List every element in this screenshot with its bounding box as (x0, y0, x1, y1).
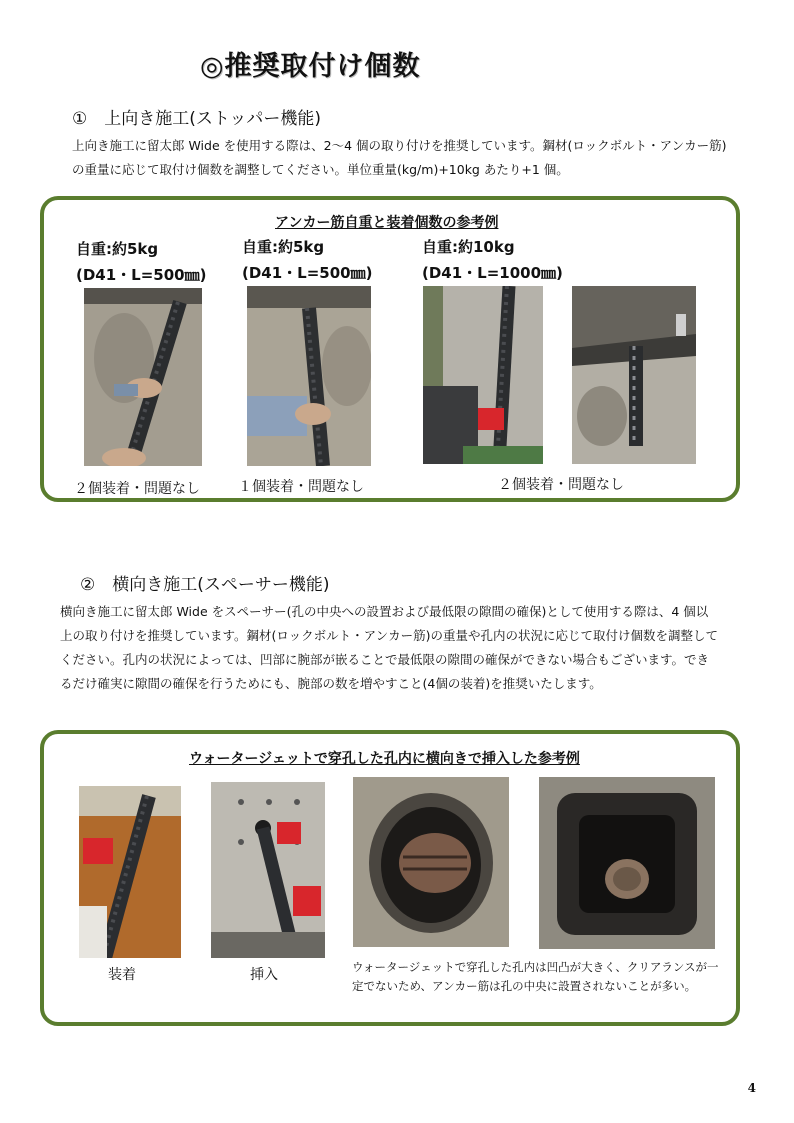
caption-attaching: 装着 (108, 967, 136, 983)
photo-deep-hole (539, 777, 715, 949)
section1-heading: ① 上向き施工(ストッパー機能) (72, 109, 321, 129)
section2-body: 横向き施工に留太郎 Wide をスペーサー(孔の中央への設置および最低限の隙間の確保)として使用する際は、4 個以上の取り付けを推奨しています。鋼材(ロックボルト・アンカー筋)の重量や孔内の状況に応じて取付け個数を調整してください。孔内の状況によっては、凹部に腕部が嵌ることで最低限の隙間の確保ができない場合もございます。できるだけ確実に隙間の確保を行うためにも、腕部の数を増やすこと(4個の装着)を推奨いたします。 (60, 604, 719, 691)
photo-two-installed-long (423, 286, 543, 464)
photo-ceiling-installed (572, 286, 696, 464)
caption-inserting: 挿入 (250, 967, 278, 983)
example2-caption: １個装着・問題なし (238, 479, 364, 495)
example3-spec: (D41・L=1000㎜) (422, 264, 563, 282)
example3-weight: 自重:約10kg (422, 238, 515, 256)
example1-spec: (D41・L=500㎜) (76, 266, 207, 284)
photo-rough-hole (353, 777, 509, 947)
photo-one-installed (247, 286, 371, 466)
example1-caption: ２個装着・問題なし (74, 481, 200, 497)
page-number: 4 (747, 1081, 756, 1095)
section2-heading: ② 横向き施工(スペーサー機能) (80, 575, 330, 595)
hole-note: ウォータージェットで穿孔した孔内は凹凸が大きく、クリアランスが一定でないため、アンカー筋は孔の中央に設置されないことが多い。 (352, 960, 719, 993)
example1-weight: 自重:約5kg (76, 240, 159, 258)
example2-spec: (D41・L=500㎜) (242, 264, 373, 282)
section1-panel-title: アンカー筋自重と装着個数の参考例 (275, 215, 499, 231)
photo-two-installed (84, 288, 202, 466)
example2-weight: 自重:約5kg (242, 238, 325, 256)
section1-body: 上向き施工に留太郎 Wide を使用する際は、2～4 個の取り付けを推奨しています。鋼材(ロックボルト・アンカー筋)の重量に応じて取付け個数を調整してください。単位重量(kg/m)+10kg あたり+1 個。 (72, 138, 727, 177)
photo-attaching (79, 786, 181, 958)
photo-inserting (211, 782, 325, 958)
example3-caption: ２個装着・問題なし (498, 477, 624, 493)
page-title: ◎推奨取付け個数 (200, 51, 421, 82)
section2-panel-title: ウォータージェットで穿孔した孔内に横向きで挿入した参考例 (189, 751, 580, 767)
